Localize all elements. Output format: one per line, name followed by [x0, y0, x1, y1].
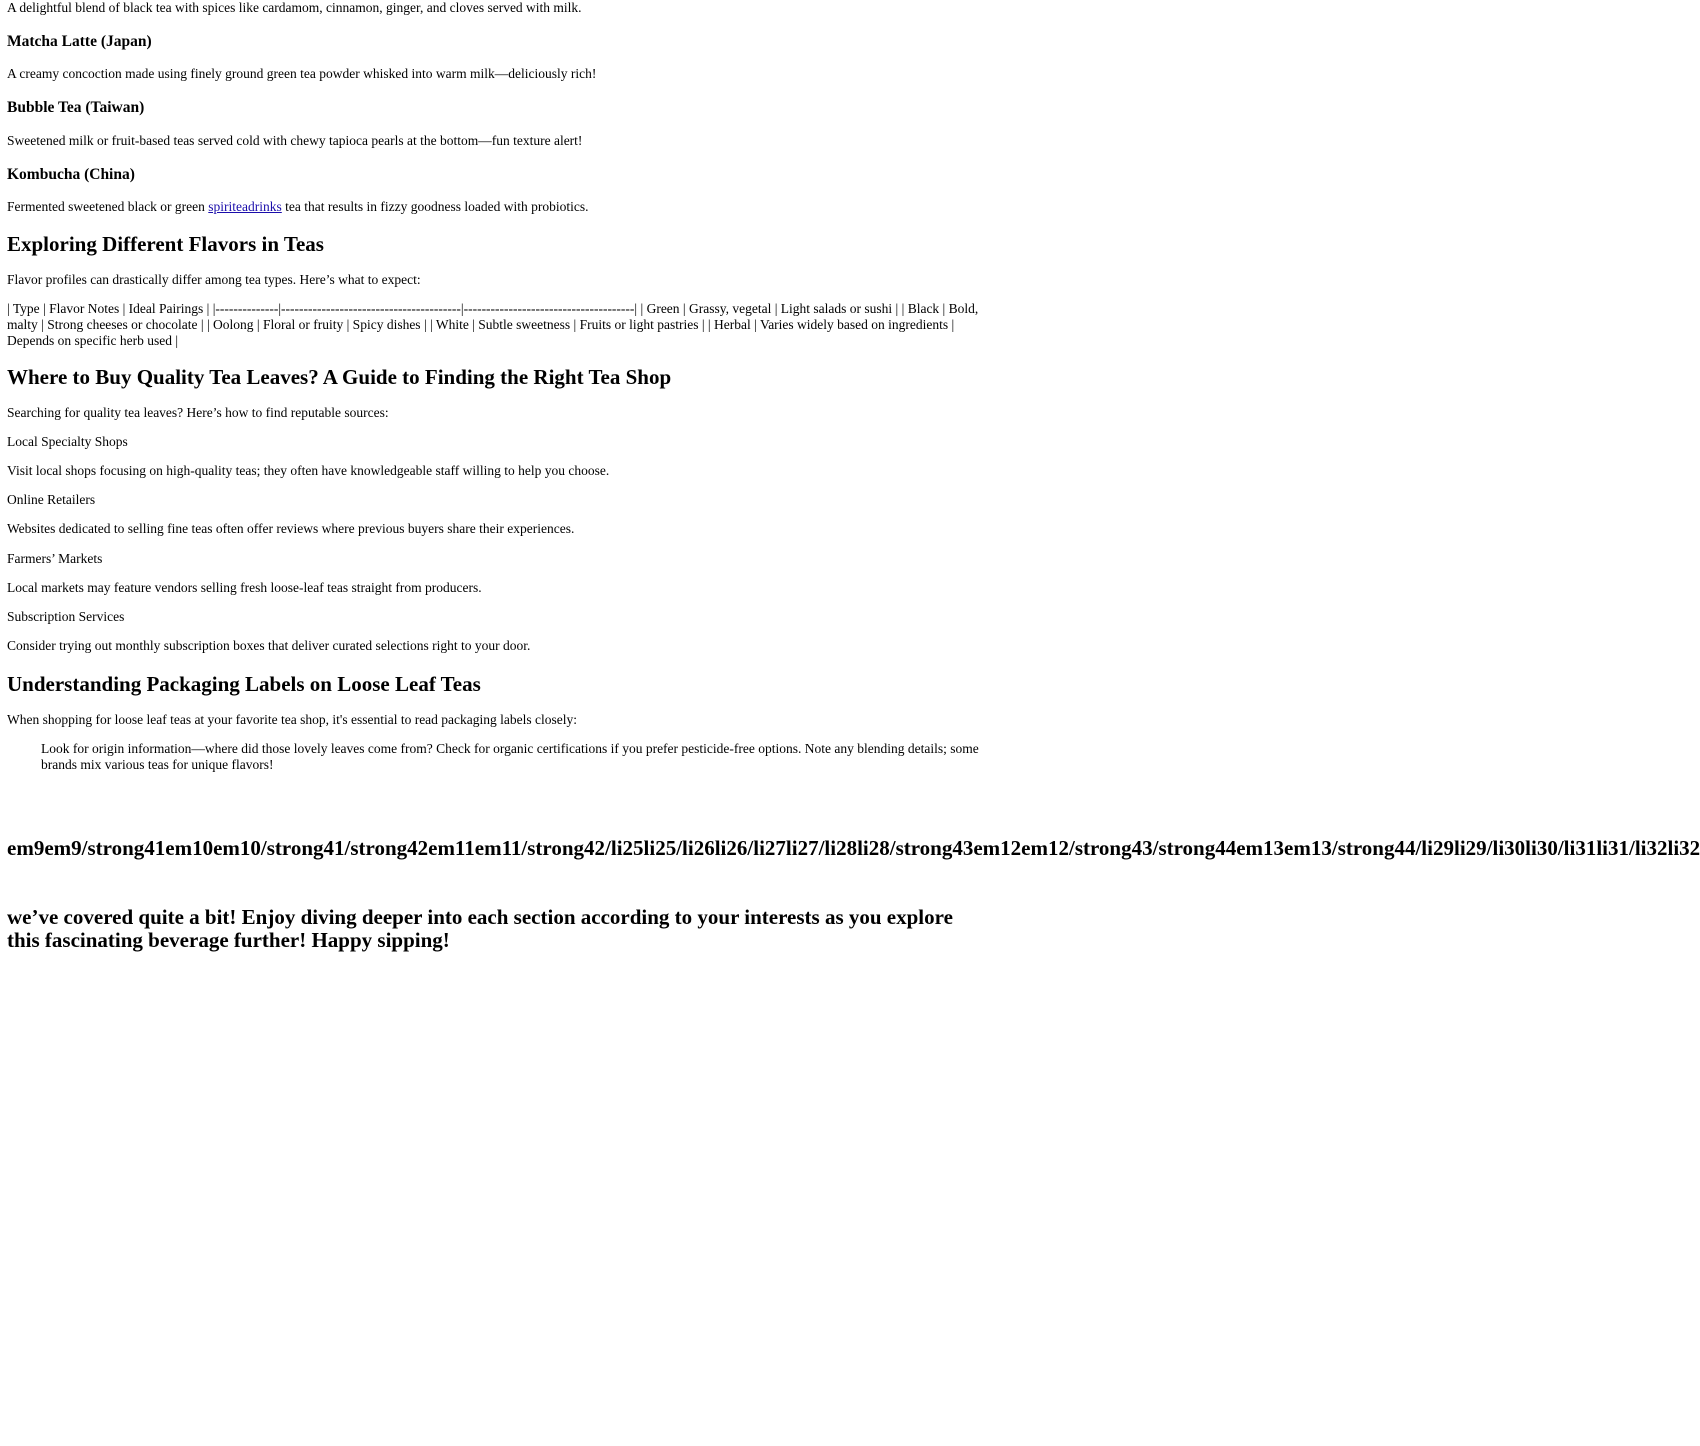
flavor-table-text: | Type | Flavor Notes | Ideal Pairings | |--------------|----------------------------------------|--------------------------------------| | Green | Grassy, vegetal | Light salads or sushi | | Black | Bold, malty | Strong cheeses or chocolate | | Oolong | Floral or fruity | Spicy dishes | | White | Subtle sweetness | Fruits or light pastries | | Herbal | Varies widely based on ingredients | Depends on specific herb used |	[7, 301, 979, 348]
closing-garbled-line: em9em9/strong41em10em10/strong41/strong42em11em11/strong42/li25li25/li26li26/li27li27/li28li28/strong43em12em12/strong43/strong44em13em13/strong44/li29li29/li30li30/li31li31/li32li32	[7, 836, 1700, 860]
bubble-tea-heading: Bubble Tea (Taiwan)	[7, 99, 145, 116]
source-title: Online Retailers	[7, 492, 96, 507]
source-text: Visit local shops focusing on high-quality teas; they often have knowledgeable staff willing to help you choose.	[7, 463, 610, 478]
closing-heading	[7, 791, 1700, 998]
source-title: Local Specialty Shops	[7, 434, 128, 449]
kombucha-text-before: Fermented sweetened black or green	[7, 199, 209, 214]
kombucha-heading: Kombucha (China)	[7, 166, 135, 183]
source-text: Websites dedicated to selling fine teas often offer reviews where previous buyers share their experiences.	[7, 521, 575, 536]
packaging-heading: Understanding Packaging Labels on Loose Leaf Teas	[7, 672, 481, 696]
kombucha-text-after: tea that results in fizzy goodness loaded with probiotics.	[281, 199, 589, 214]
packaging-intro: When shopping for loose leaf teas at your favorite tea shop, it's essential to read packaging labels closely:	[7, 712, 578, 727]
source-text: Local markets may feature vendors selling fresh loose-leaf teas straight from producers.	[7, 580, 482, 595]
where-to-buy-intro: Searching for quality tea leaves? Here’s how to find reputable sources:	[7, 405, 389, 420]
where-to-buy-heading: Where to Buy Quality Tea Leaves? A Guide to Finding the Right Tea Shop	[7, 365, 672, 389]
matcha-description: A creamy concoction made using finely ground green tea powder whisked into warm milk—deliciously rich!	[7, 66, 597, 81]
source-title: Farmers’ Markets	[7, 551, 103, 566]
source-text: Consider trying out monthly subscription boxes that deliver curated selections right to your door.	[7, 638, 531, 653]
source-title: Subscription Services	[7, 609, 125, 624]
bubble-tea-description: Sweetened milk or fruit-based teas served cold with chewy tapioca pearls at the bottom—fun texture alert!	[7, 133, 583, 148]
spiriteadrinks-link[interactable]: spiriteadrinks	[208, 199, 282, 214]
chai-description: A delightful blend of black tea with spices like cardamom, cinnamon, ginger, and cloves served with milk.	[7, 0, 582, 15]
flavors-heading: Exploring Different Flavors in Teas	[7, 232, 324, 256]
matcha-heading: Matcha Latte (Japan)	[7, 33, 152, 50]
closing-text: we’ve covered quite a bit! Enjoy diving deeper into each section according to your interests as you explore this fascinating beverage further! Happy sipping!	[7, 905, 959, 952]
packaging-quote: Look for origin information—where did those lovely leaves come from? Check for organic certifications if you prefer pesticide-free options. Note any blending details; some brands mix various teas for unique flavors!	[41, 741, 979, 772]
flavors-intro: Flavor profiles can drastically differ among tea types. Here’s what to expect:	[7, 272, 421, 287]
kombucha-description	[7, 199, 1024, 215]
